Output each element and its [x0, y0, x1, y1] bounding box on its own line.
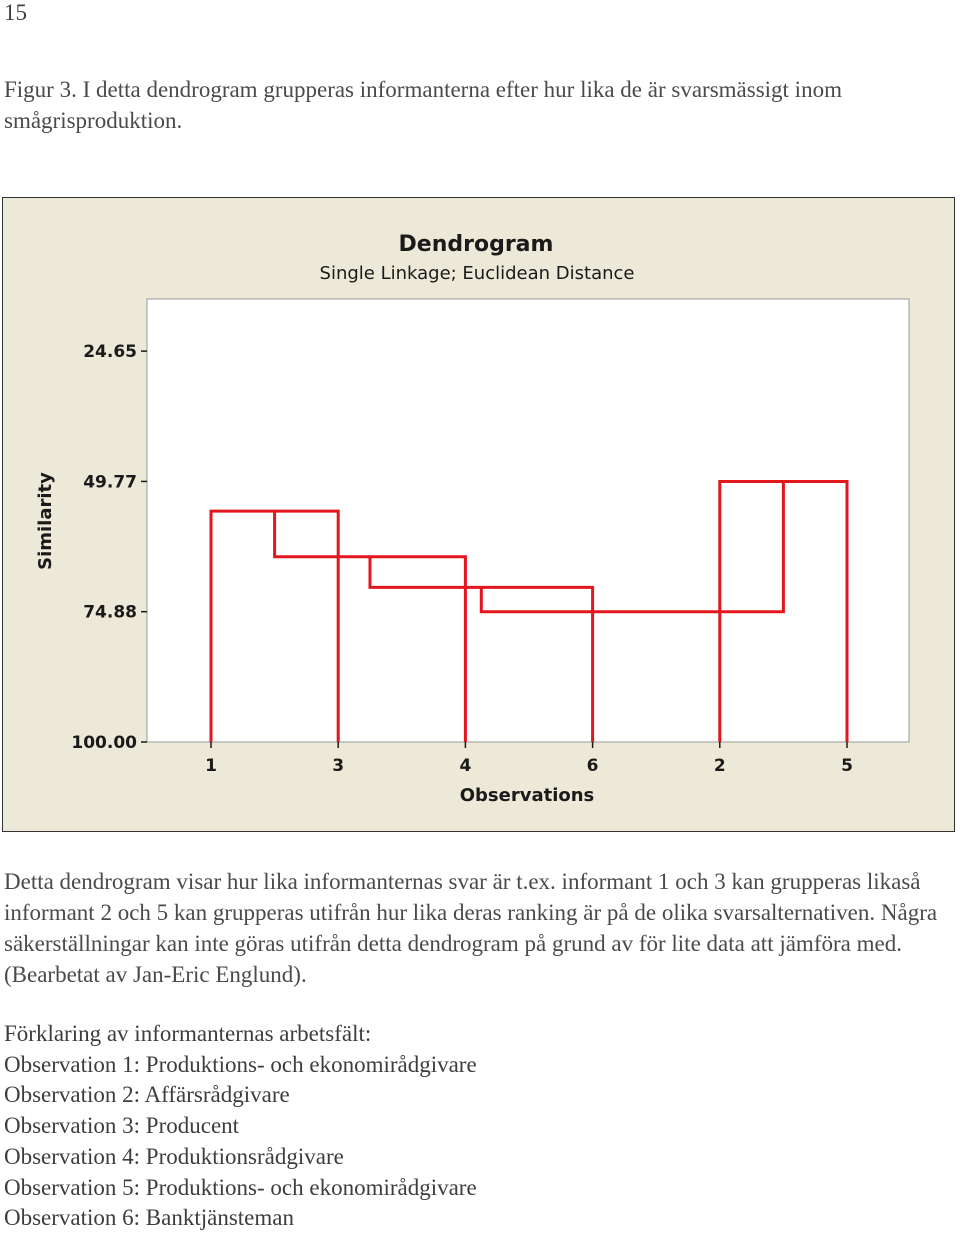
chart-title: Dendrogram	[398, 232, 554, 257]
figure-caption: Figur 3. I detta dendrogram grupperas informanterna efter hur lika de är svarsmässigt inom smågrisproduktion.	[4, 77, 842, 133]
y-tick-label: 74.88	[83, 602, 137, 623]
x-axis-label: Observations	[459, 785, 595, 806]
y-tick-label: 24.65	[83, 342, 137, 363]
x-tick-label: 1	[205, 756, 217, 776]
y-tick-label: 49.77	[83, 472, 137, 493]
body-paragraph: Detta dendrogram visar hur lika informanternas svar är t.ex. informant 1 och 3 kan grupperas likaså informant 2 och 5 kan grupperas utifrån hur lika deras ranking är på de olika svarsalternativen. Några säkerställningar kan inte göras utifrån detta dendrogram på grund av för lite data att jämföra med. (Bearbetat av Jan-Eric Englund).	[4, 869, 938, 987]
chart-subtitle: Single Linkage; Euclidean Distance	[319, 263, 635, 284]
legend-item: Observation 2: Affärsrådgivare	[4, 1082, 290, 1108]
x-tick-label: 2	[713, 756, 726, 776]
observation-legend	[4, 1019, 477, 1234]
plot-area	[147, 299, 909, 742]
page-number: 15	[4, 0, 27, 25]
x-tick-label: 3	[332, 756, 345, 776]
legend-item: Observation 6: Banktjänsteman	[4, 1205, 294, 1231]
x-tick-label: 6	[586, 756, 599, 776]
x-tick-label: 5	[841, 756, 853, 776]
dendrogram-chart	[2, 197, 955, 832]
legend-item: Observation 4: Produktionsrådgivare	[4, 1143, 344, 1169]
legend-heading: Förklaring av informanternas arbetsfält:	[4, 1021, 372, 1046]
x-tick-label: 4	[459, 756, 472, 776]
y-axis-label: Similarity	[35, 472, 56, 570]
legend-item: Observation 3: Producent	[4, 1113, 240, 1139]
legend-item: Observation 5: Produktions- och ekonomirådgivare	[4, 1174, 477, 1200]
y-tick-label: 100.00	[71, 733, 137, 753]
legend-item: Observation 1: Produktions- och ekonomirådgivare	[4, 1051, 477, 1077]
